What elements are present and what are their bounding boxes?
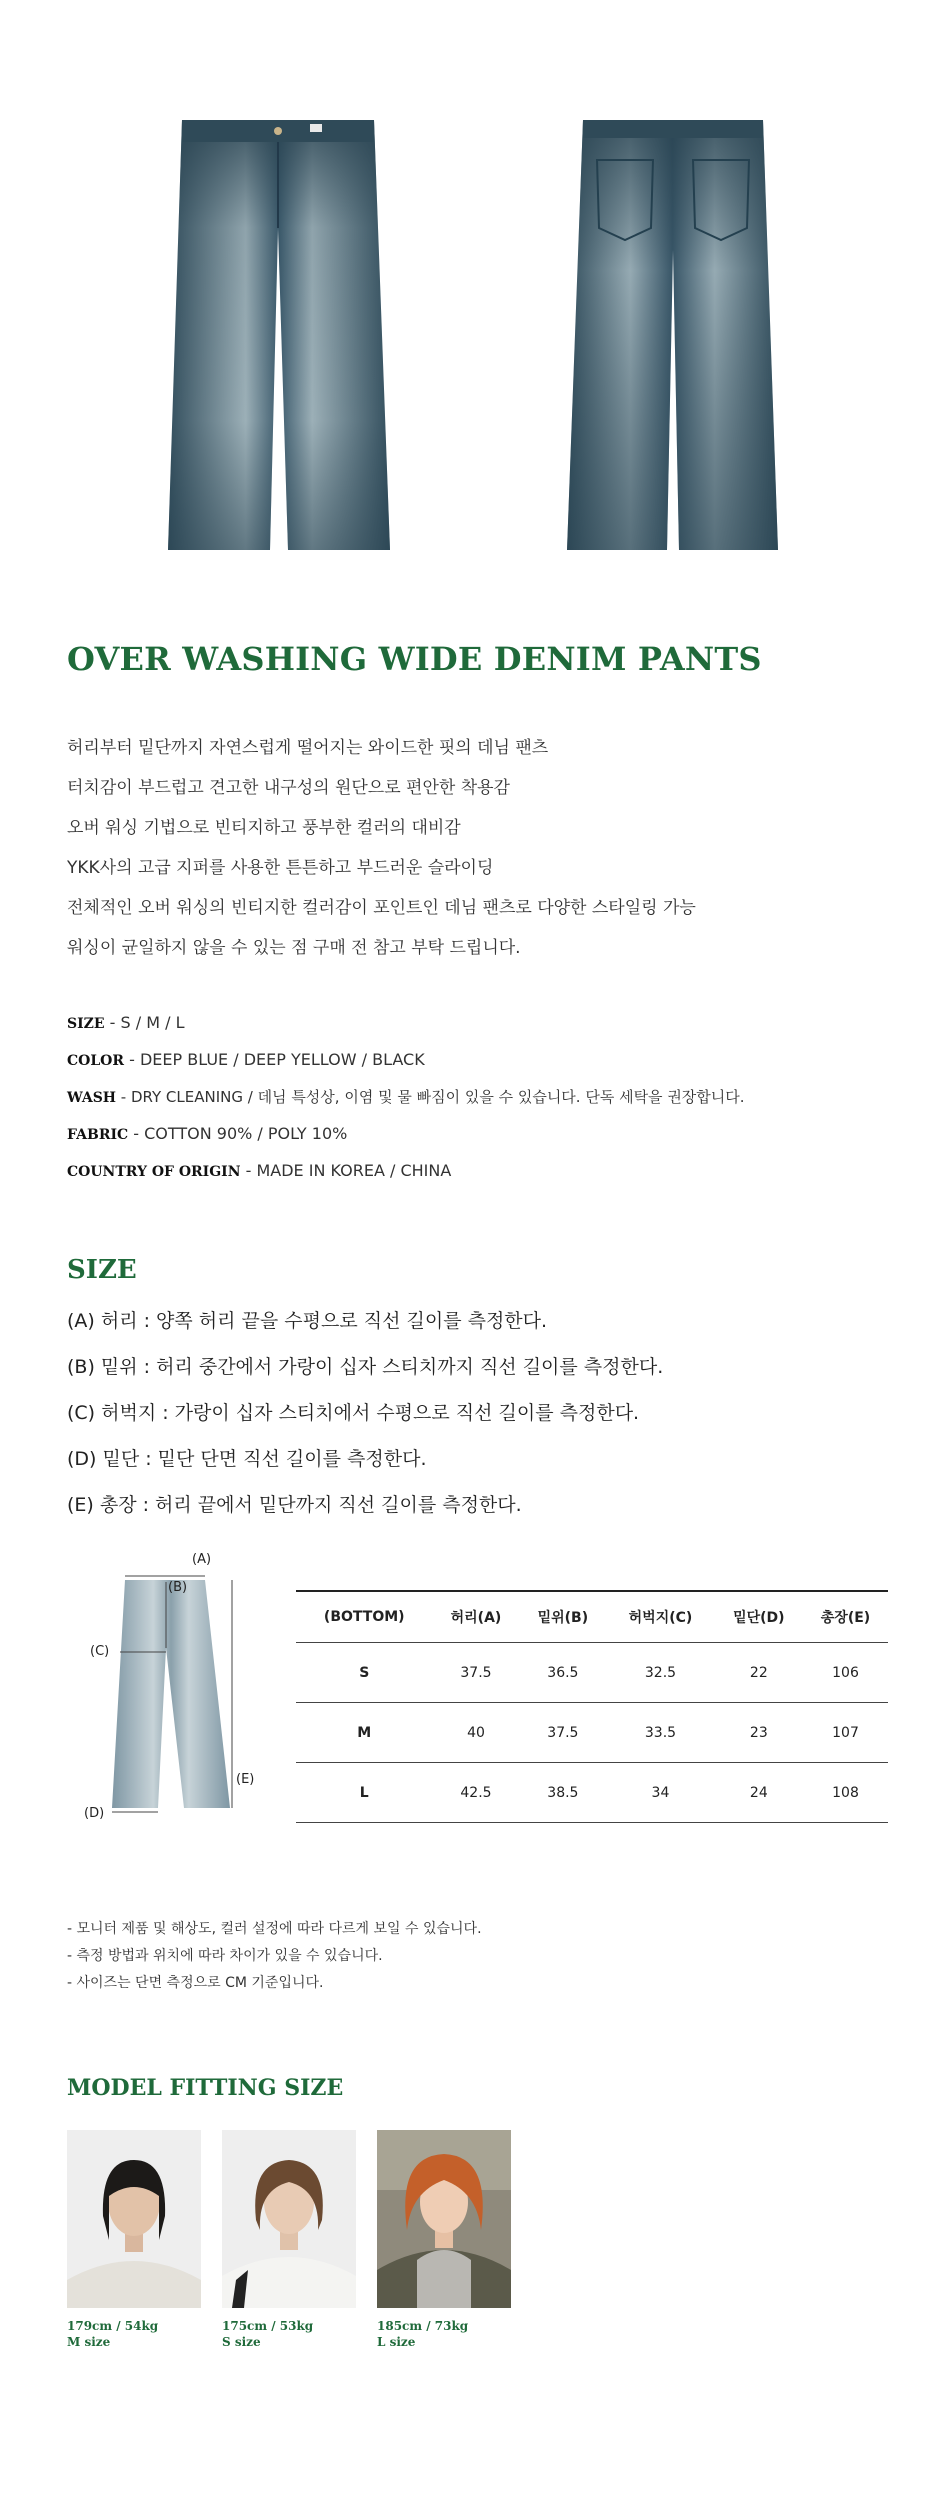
model-size: S size xyxy=(222,2335,261,2349)
model-measure: 179cm / 54kg xyxy=(67,2319,159,2333)
spec-origin xyxy=(67,1153,745,1190)
measurement-guide xyxy=(67,1298,663,1528)
spec-label: WASH xyxy=(67,1090,117,1106)
table-row xyxy=(296,1703,888,1763)
spec-fabric xyxy=(67,1116,745,1153)
measurement-diagram xyxy=(80,1552,270,1835)
table-cell: 24 xyxy=(715,1763,803,1823)
measurement-line: (C) 허벅지 : 가랑이 십자 스티치에서 수평으로 직선 길이를 측정한다. xyxy=(67,1402,640,1424)
size-section-title: SIZE xyxy=(67,1255,137,1285)
table-row xyxy=(296,1643,888,1703)
table-header-row xyxy=(296,1591,888,1643)
model-card xyxy=(377,2130,511,2350)
model-size: M size xyxy=(67,2335,111,2349)
product-title: OVER WASHING WIDE DENIM PANTS xyxy=(67,640,762,678)
model-caption xyxy=(67,2318,201,2350)
diagram-label-e: (E) xyxy=(236,1772,255,1787)
table-header: 총장(E) xyxy=(803,1591,888,1643)
diagram-label-b: (B) xyxy=(168,1580,188,1595)
table-cell: 108 xyxy=(803,1763,888,1823)
table-cell: 33.5 xyxy=(606,1703,714,1763)
spec-value: - COTTON 90% / POLY 10% xyxy=(128,1124,348,1143)
table-cell: 42.5 xyxy=(432,1763,519,1823)
measurement-line: (B) 밑위 : 허리 중간에서 가랑이 십자 스티치까지 직선 길이를 측정한다. xyxy=(67,1356,664,1378)
size-notes xyxy=(67,1916,482,1997)
table-header: 허벅지(C) xyxy=(606,1591,714,1643)
model-caption xyxy=(377,2318,511,2350)
measurement-line: (A) 허리 : 양쪽 허리 끝을 수평으로 직선 길이를 측정한다. xyxy=(67,1310,548,1332)
spec-color xyxy=(67,1042,745,1079)
table-header: 밑위(B) xyxy=(519,1591,606,1643)
front-pants-image xyxy=(160,110,400,560)
note-line: - 사이즈는 단면 측정으로 CM 기준입니다. xyxy=(67,1975,324,1991)
model-size: L size xyxy=(377,2335,416,2349)
spec-value: - DEEP BLUE / DEEP YELLOW / BLACK xyxy=(124,1050,425,1069)
model-photo-1 xyxy=(67,2130,201,2308)
description-line: 오버 워싱 기법으로 빈티지하고 풍부한 컬러의 대비감 xyxy=(67,818,461,838)
table-row xyxy=(296,1763,888,1823)
table-header: (BOTTOM) xyxy=(296,1591,432,1643)
table-cell: 106 xyxy=(803,1643,888,1703)
table-cell: M xyxy=(296,1703,432,1763)
spec-size xyxy=(67,1005,745,1042)
table-cell: 38.5 xyxy=(519,1763,606,1823)
size-table xyxy=(296,1590,888,1823)
product-description xyxy=(67,728,696,968)
table-header: 밑단(D) xyxy=(715,1591,803,1643)
spec-value: - S / M / L xyxy=(104,1013,185,1032)
spec-label: COUNTRY OF ORIGIN xyxy=(67,1164,241,1180)
note-line: - 모니터 제품 및 해상도, 컬러 설정에 따라 다르게 보일 수 있습니다. xyxy=(67,1921,482,1937)
table-header: 허리(A) xyxy=(432,1591,519,1643)
table-cell: 37.5 xyxy=(519,1703,606,1763)
description-line: 허리부터 밑단까지 자연스럽게 떨어지는 와이드한 핏의 데님 팬츠 xyxy=(67,738,549,758)
table-cell: 36.5 xyxy=(519,1643,606,1703)
table-cell: 107 xyxy=(803,1703,888,1763)
spec-label: COLOR xyxy=(67,1053,125,1069)
model-card xyxy=(222,2130,356,2350)
spec-wash xyxy=(67,1079,745,1116)
model-fitting-title: MODEL FITTING SIZE xyxy=(67,2075,344,2101)
description-line: YKK사의 고급 지퍼를 사용한 튼튼하고 부드러운 슬라이딩 xyxy=(67,858,494,878)
description-line: 워싱이 균일하지 않을 수 있는 점 구매 전 참고 부탁 드립니다. xyxy=(67,938,521,958)
table-cell: 23 xyxy=(715,1703,803,1763)
description-line: 터치감이 부드럽고 견고한 내구성의 원단으로 편안한 착용감 xyxy=(67,778,510,798)
spec-label: SIZE xyxy=(67,1016,105,1032)
product-specs xyxy=(67,1005,745,1190)
measurement-line: (D) 밑단 : 밑단 단면 직선 길이를 측정한다. xyxy=(67,1448,427,1470)
measurement-line: (E) 총장 : 허리 끝에서 밑단까지 직선 길이를 측정한다. xyxy=(67,1494,522,1516)
model-photo-3 xyxy=(377,2130,511,2308)
table-cell: S xyxy=(296,1643,432,1703)
model-measure: 175cm / 53kg xyxy=(222,2319,314,2333)
table-cell: 34 xyxy=(606,1763,714,1823)
table-cell: L xyxy=(296,1763,432,1823)
table-cell: 40 xyxy=(432,1703,519,1763)
spec-value: - DRY CLEANING / 데님 특성상, 이염 및 물 빠짐이 있을 수 있습니다. 단독 세탁을 권장합니다. xyxy=(116,1088,745,1106)
model-card xyxy=(67,2130,201,2350)
table-cell: 32.5 xyxy=(606,1643,714,1703)
diagram-label-d: (D) xyxy=(84,1806,105,1821)
model-caption xyxy=(222,2318,356,2350)
model-photo-2 xyxy=(222,2130,356,2308)
table-cell: 37.5 xyxy=(432,1643,519,1703)
back-pants-image xyxy=(553,110,793,560)
spec-value: - MADE IN KOREA / CHINA xyxy=(240,1161,452,1180)
model-measure: 185cm / 73kg xyxy=(377,2319,469,2333)
diagram-label-a: (A) xyxy=(192,1552,212,1567)
spec-label: FABRIC xyxy=(67,1127,129,1143)
note-line: - 측정 방법과 위치에 따라 차이가 있을 수 있습니다. xyxy=(67,1948,383,1964)
table-cell: 22 xyxy=(715,1643,803,1703)
diagram-label-c: (C) xyxy=(90,1644,110,1659)
description-line: 전체적인 오버 워싱의 빈티지한 컬러감이 포인트인 데님 팬츠로 다양한 스타일링 가능 xyxy=(67,898,696,918)
